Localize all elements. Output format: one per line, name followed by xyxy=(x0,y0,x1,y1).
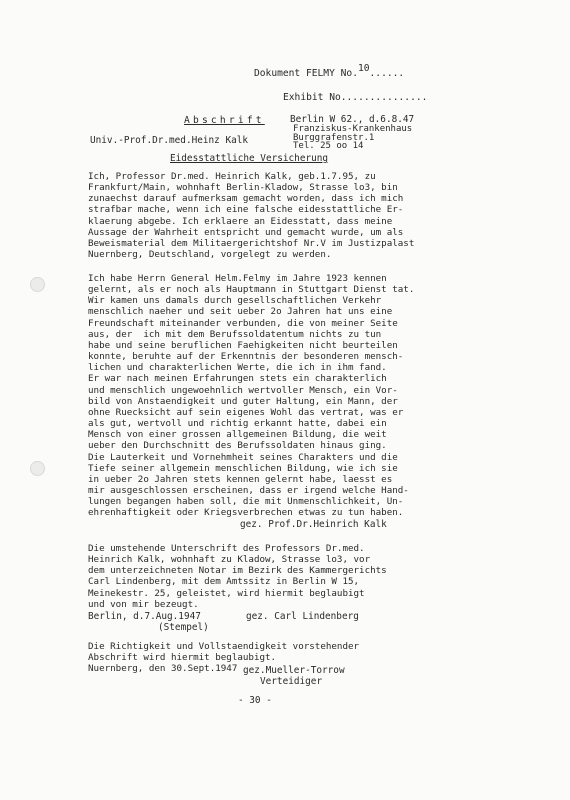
text-line: Abschrift wird hiermit beglaubigt. xyxy=(88,652,277,664)
sender-place-date: Berlin W 62., d.6.8.47 xyxy=(290,114,415,125)
sender-address xyxy=(293,125,412,151)
text-line: lichen und charakterlichen Werte, die ich in ihm fand. xyxy=(88,362,387,374)
text-line: aus, der ich mit dem Berufssoldatentum nichts zu tun xyxy=(88,328,382,340)
exhibit-label: Exhibit No............... xyxy=(283,92,428,103)
text-line: Meinekestr. 25, geleistet, wird hiermit beglaubigt xyxy=(88,587,365,599)
text-line: Mensch von einer grossen allgemeinen Bildung, die weit xyxy=(88,429,387,441)
text-line: dem unterzeichneten Notar im Bezirk des Kammergerichts xyxy=(88,565,387,577)
signature-kalk: gez. Prof.Dr.Heinrich Kalk xyxy=(240,519,387,530)
text-line: Die Richtigkeit und Vollstaendigkeit vorstehender xyxy=(88,641,360,652)
document-title: Abschrift xyxy=(184,115,265,126)
address-line: Franziskus-Krankenhaus xyxy=(293,124,413,134)
text-line: Er war nach meinen Erfahrungen stets ein charakterlich xyxy=(88,373,387,385)
document-number-line xyxy=(254,63,405,80)
text-line: Freundschaft miteinander verbunden, die von meiner Seite xyxy=(88,317,398,329)
stamp-label: (Stempel) xyxy=(158,622,209,633)
notary-certification xyxy=(88,543,488,610)
text-line: mir ausgeschlossen erscheinen, dass er irgend welche Hand- xyxy=(88,484,409,496)
text-line: habe und seine beruflichen Faehigkeiten nicht beurteilen xyxy=(88,339,398,351)
document-heading: Eidesstattliche Versicherung xyxy=(170,153,329,164)
text-line: Nuernberg, Deutschland, vorgelegt zu werden. xyxy=(88,249,332,261)
text-line: Aussage der Wahrheit entspricht und gemacht wurde, um als xyxy=(88,226,404,238)
text-line: Beweismaterial dem Militaergerichtshof Nr.V im Justizpalast xyxy=(88,237,415,249)
document-dots: ...... xyxy=(369,68,405,79)
text-line: menschlich naeher und seit ueber 2o Jahren hat uns eine xyxy=(88,306,393,318)
document-number: 10 xyxy=(357,63,370,74)
text-line: Wir kamen uns damals durch gesellschaftlichen Verkehr xyxy=(88,295,382,307)
text-line: Heinrich Kalk, wohnhaft zu Kladow, Strasse lo3, vor xyxy=(88,554,371,566)
document-label: Dokument FELMY No. xyxy=(254,68,358,79)
text-line: Ich, Professor Dr.med. Heinrich Kalk, geb.1.7.95, zu xyxy=(88,171,376,182)
text-line: bild von Anstaendigkeit und guter Haltung, ein Mann, der xyxy=(88,395,398,407)
text-line: strafbar mache, wenn ich eine falsche eidesstattliche Er- xyxy=(88,204,404,216)
text-line: Ich habe Herrn General Helm.Felmy im Jahre 1923 kennen xyxy=(88,273,387,284)
text-line: klaerung abgebe. Ich erklaere an Eidesstatt, dass meine xyxy=(88,215,393,227)
text-line: in ueber 2o Jahren stets kennen gelernt habe, laesst es xyxy=(88,473,393,485)
paragraph-2 xyxy=(88,273,488,518)
text-line: lungen begangen haben soll, die mit Unmenschlichkeit, Un- xyxy=(88,496,404,508)
punch-hole-top xyxy=(30,277,45,292)
text-line: Carl Lindenberg, mit dem Amtssitz in Berlin W 15, xyxy=(88,576,360,588)
text-line: Tiefe seiner allgemein menschlichen Bildung, wie ich sie xyxy=(88,462,398,474)
paragraph-1 xyxy=(88,171,488,260)
text-line: und von mir bezeugt. xyxy=(88,598,199,610)
sender-name: Univ.-Prof.Dr.med.Heinz Kalk xyxy=(90,135,249,146)
text-line: Frankfurt/Main, wohnhaft Berlin-Kladow, Strasse lo3, bin xyxy=(88,182,398,194)
address-line: Tel. 25 oo 14 xyxy=(293,141,364,152)
notary-signature: gez. Carl Lindenberg xyxy=(246,611,359,622)
defender-title: Verteidiger xyxy=(260,676,323,687)
notary-place-date: Berlin, d.7.Aug.1947 xyxy=(88,611,201,622)
defender-signature: gez.Mueller-Torrow xyxy=(243,665,345,676)
text-line: ohne Ruecksicht auf sein eigenes Wohl das vertrat, was er xyxy=(88,406,404,418)
text-line: als gut, wertvoll und richtig erkannt hatte, dabei ein xyxy=(88,418,387,430)
text-line: ehrenhaftigkeit oder Kriegsverbrechen etwas zu tun haben. xyxy=(88,507,404,519)
text-line: Die umstehende Unterschrift des Professors Dr.med. xyxy=(88,543,365,554)
text-line: ueber den Durchschnitt des Berufssoldaten hinaus ging. xyxy=(88,440,387,452)
text-line: konnte, beruhte auf der Erkenntnis der besonderen mensch- xyxy=(88,351,404,363)
page-number: - 30 - xyxy=(238,695,272,706)
text-line: Die Lauterkeit und Vornehmheit seines Charakters und die xyxy=(88,451,398,463)
text-line: und menschlich ungewoehnlich wertvoller Mensch, ein Vor- xyxy=(88,384,398,396)
text-line: gelernt, als er noch als Hauptmann in Stuttgart Dienst tat. xyxy=(88,284,415,296)
punch-hole-bottom xyxy=(30,461,45,476)
text-line: zunaechst darauf aufmerksam gemacht worden, dass ich mich xyxy=(88,193,404,205)
address-line: Burggrafenstr.1 xyxy=(293,132,375,143)
text-line: Nuernberg, den 30.Sept.1947 xyxy=(88,663,238,675)
